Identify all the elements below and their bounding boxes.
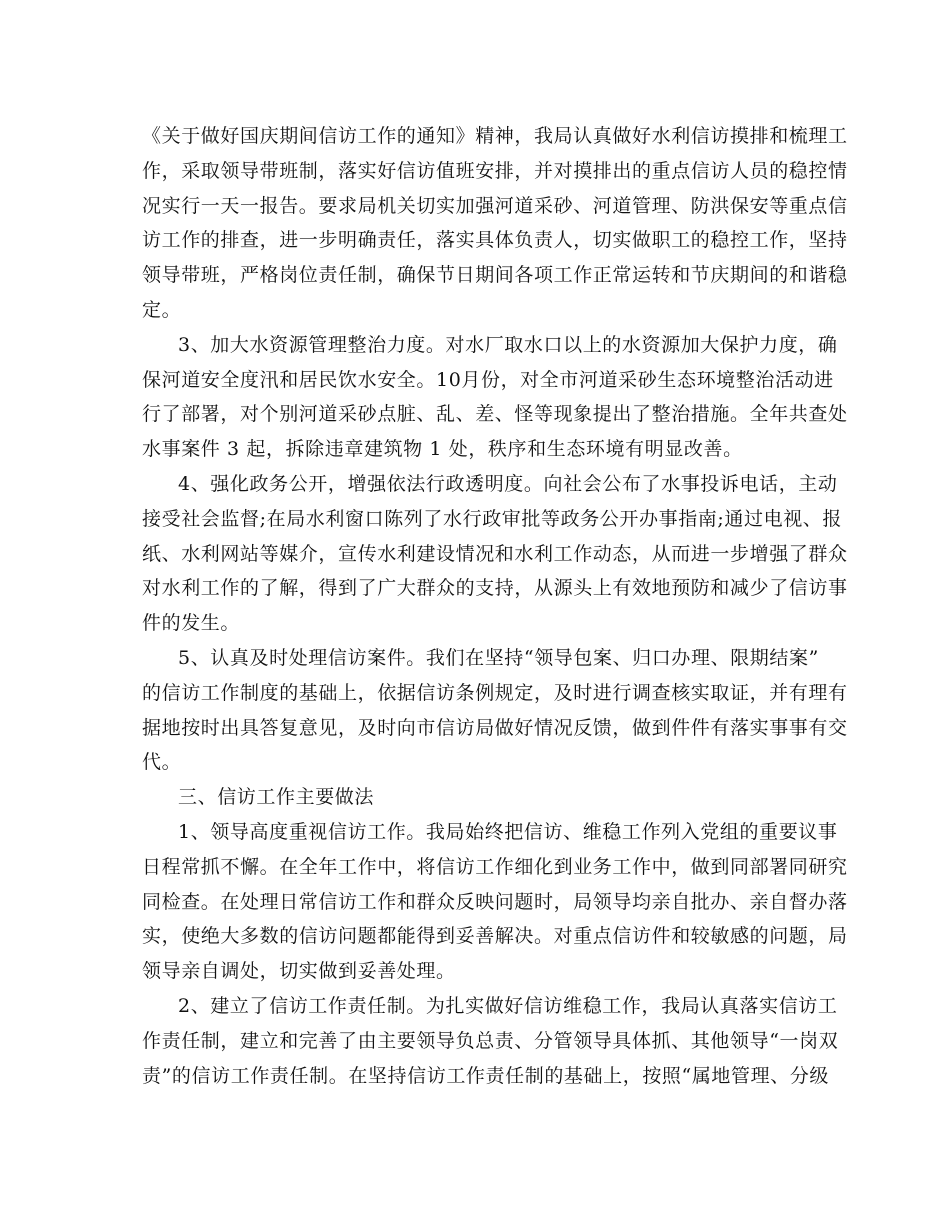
text-line: 2、建立了信访工作责任制。为扎实做好信访维稳工作，我局认真落实信访工 — [178, 994, 838, 1017]
text-line: 据地按时出具答复意见，及时向市信访局做好情况反馈，做到件件有落实事事有交 — [142, 716, 848, 739]
text-line: 5、认真及时处理信访案件。我们在坚持“领导包案、归口办理、限期结案” — [178, 646, 819, 669]
text-line: 件的发生。 — [142, 612, 241, 635]
document-body — [142, 119, 848, 1093]
text-line: 同检查。在处理日常信访工作和群众反映问题时，局领导均亲自批办、亲自督办落 — [142, 890, 848, 913]
text-line: 保河道安全度汛和居民饮水安全。10月份，对全市河道采砂生态环境整治活动进 — [142, 368, 834, 391]
text-line: 三、信访工作主要做法 — [178, 786, 375, 809]
text-line: 日程常抓不懈。在全年工作中，将信访工作细化到业务工作中，做到同部署同研究 — [142, 855, 848, 878]
text-line: 作，采取领导带班制，落实好信访值班安排，并对摸排出的重点信访人员的稳控情 — [142, 159, 848, 182]
text-line: 责”的信访工作责任制。在坚持信访工作责任制的基础上，按照“属地管理、分级 — [142, 1064, 830, 1087]
text-line: 况实行一天一报告。要求局机关切实加强河道采砂、河道管理、防洪保安等重点信 — [142, 194, 848, 217]
text-line: 的信访工作制度的基础上，依据信访条例规定，及时进行调查核实取证，并有理有 — [142, 681, 848, 704]
text-line: 代。 — [142, 751, 182, 774]
text-line: 3、加大水资源管理整治力度。对水厂取水口以上的水资源加大保护力度，确 — [178, 333, 838, 356]
text-line: 对水利工作的了解，得到了广大群众的支持，从源头上有效地预防和减少了信访事 — [142, 577, 848, 600]
text-line: 作责任制，建立和完善了由主要领导负总责、分管领导具体抓、其他领导“一岗双 — [142, 1029, 839, 1052]
text-line: 访工作的排查，进一步明确责任，落实具体负责人，切实做职工的稳控工作，坚持 — [142, 229, 848, 252]
text-line: 接受社会监督;在局水利窗口陈列了水行政审批等政务公开办事指南;通过电视、报 — [142, 507, 843, 530]
text-line: 领导亲自调处，切实做到妥善处理。 — [142, 960, 456, 983]
text-line: 水事案件 3 起，拆除违章建筑物 1 处，秩序和生态环境有明显改善。 — [142, 438, 743, 461]
text-line: 实，使绝大多数的信访问题都能得到妥善解决。对重点信访件和较敏感的问题，局 — [142, 925, 848, 948]
text-line: 1、领导高度重视信访工作。我局始终把信访、维稳工作列入党组的重要议事 — [178, 820, 838, 843]
text-line: 行了部署，对个别河道采砂点脏、乱、差、怪等现象提出了整治措施。全年共查处 — [142, 403, 848, 426]
text-line: 4、强化政务公开，增强依法行政透明度。向社会公布了水事投诉电话，主动 — [178, 472, 838, 495]
text-line: 定。 — [142, 298, 182, 321]
text-line: 领导带班，严格岗位责任制，确保节日期间各项工作正常运转和节庆期间的和谐稳 — [142, 264, 848, 287]
text-line: 纸、水利网站等媒介，宣传水利建设情况和水利工作动态，从而进一步增强了群众 — [142, 542, 848, 565]
text-line: 《关于做好国庆期间信访工作的通知》精神，我局认真做好水利信访摸排和梳理工 — [142, 125, 848, 147]
